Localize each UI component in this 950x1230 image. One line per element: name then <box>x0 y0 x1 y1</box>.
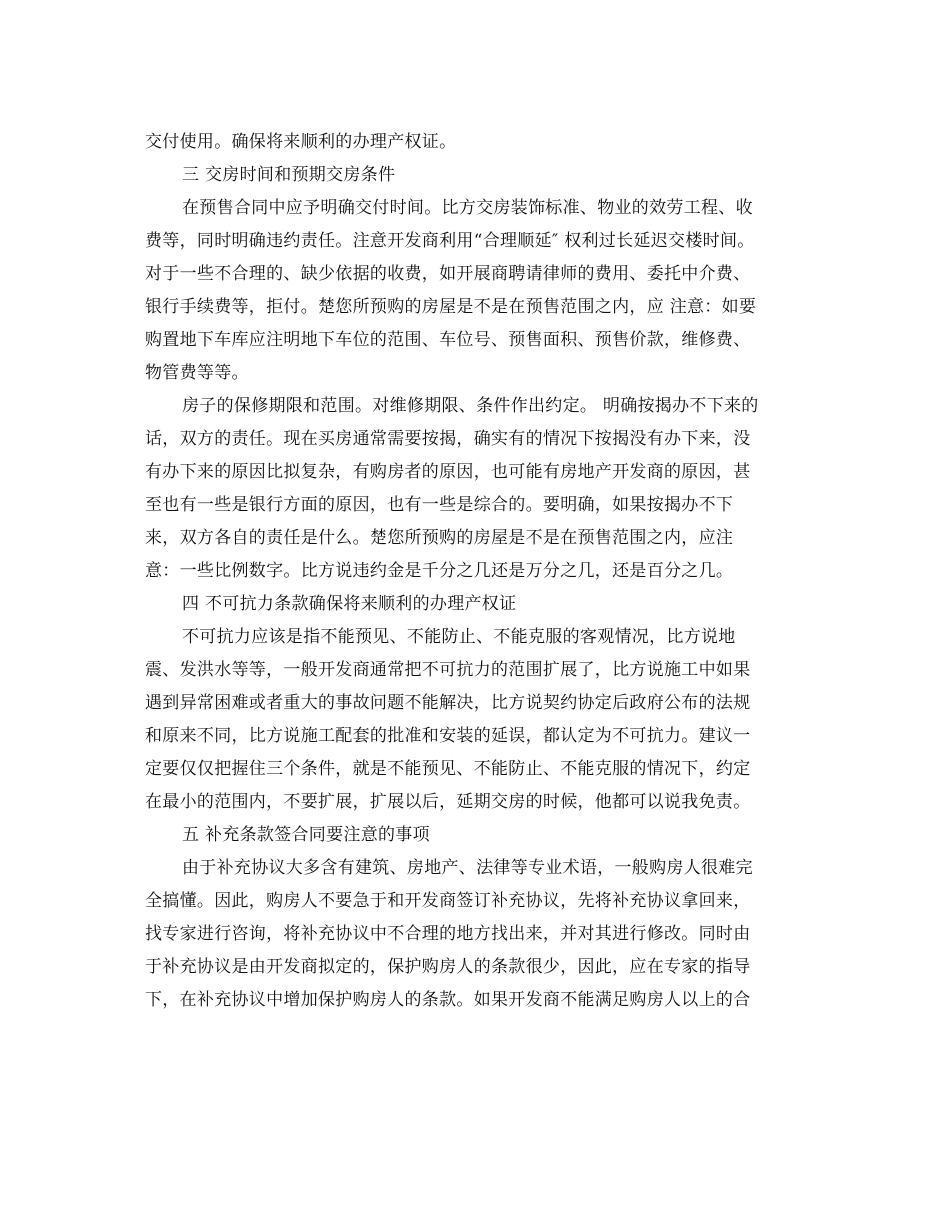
text-line: 定要仅仅把握住三个条件，就是不能预见、不能防止、不能克服的情况下，约定 <box>145 759 751 779</box>
text-line: 在最小的范围内，不要扩展，扩展以后，延期交房的时候，他都可以说我免责。 <box>145 792 751 812</box>
section-heading: 五 补充条款签合同要注意的事项 <box>182 825 430 845</box>
text-line: 全搞懂。因此，购房人不要急于和开发商签订补充协议，先将补充协议拿回来， <box>145 891 751 911</box>
text-line: 至也有一些是银行方面的原因，也有一些是综合的。要明确，如果按揭办不下 <box>145 495 734 515</box>
text-line: 话，双方的责任。现在买房通常需要按揭，确实有的情况下按揭没有办下来，没 <box>145 429 751 449</box>
text-line: 找专家进行咨询，将补充协议中不合理的地方找出来，并对其进行修改。同时由 <box>145 924 751 944</box>
text-line: 意：一些比例数字。比方说违约金是千分之几还是万分之几，还是百分之几。 <box>145 561 734 581</box>
text-line: 震、发洪水等等，一般开发商通常把不可抗力的范围扩展了，比方说施工中如果 <box>145 660 751 680</box>
text-line: 在预售合同中应予明确交付时间。比方交房装饰标准、物业的效劳工程、收 <box>182 198 753 218</box>
text-line: 不可抗力应该是指不能预见、不能防止、不能克服的客观情况，比方说地 <box>182 627 736 647</box>
text-line: 交付使用。确保将来顺利的办理产权证。 <box>145 132 457 152</box>
text-line: 银行手续费等，拒付。楚您所预购的房屋是不是在预售范围之内，应 注意：如要 <box>145 297 757 317</box>
body-text <box>145 126 805 1017</box>
text-line: 和原来不同，比方说施工配套的批准和安装的延误，都认定为不可抗力。建议一 <box>145 726 751 746</box>
text-line: 购置地下车库应注明地下车位的范围、车位号、预售面积、预售价款，维修费、 <box>145 330 751 350</box>
section-heading: 三 交房时间和预期交房条件 <box>182 165 396 185</box>
text-line: 费等，同时明确违约责任。注意开发商利用“合理顺延″ 权利过长延迟交楼时间。 <box>145 231 755 251</box>
section-heading: 四 不可抗力条款确保将来顺利的办理产权证 <box>182 594 517 614</box>
text-line: 物管费等等。 <box>145 363 249 383</box>
text-line: 于补充协议是由开发商拟定的，保护购房人的条款很少，因此，应在专家的指导 <box>145 957 751 977</box>
text-line: 对于一些不合理的、缺少依据的收费，如开展商聘请律师的费用、委托中介费、 <box>145 264 751 284</box>
text-line: 遇到异常困难或者重大的事故问题不能解决，比方说契约协定后政府公布的法规 <box>145 693 751 713</box>
text-line: 由于补充协议大多含有建筑、房地产、法律等专业术语，一般购房人很难完 <box>182 858 753 878</box>
text-line: 房子的保修期限和范围。对维修期限、条件作出约定。 明确按揭办不下来的 <box>182 396 759 416</box>
text-line: 有办下来的原因比拟复杂，有购房者的原因，也可能有房地产开发商的原因，甚 <box>145 462 751 482</box>
text-line: 来，双方各自的责任是什么。楚您所预购的房屋是不是在预售范围之内，应注 <box>145 528 734 548</box>
text-line: 下，在补充协议中增加保护购房人的条款。如果开发商不能满足购房人以上的合 <box>145 990 751 1010</box>
